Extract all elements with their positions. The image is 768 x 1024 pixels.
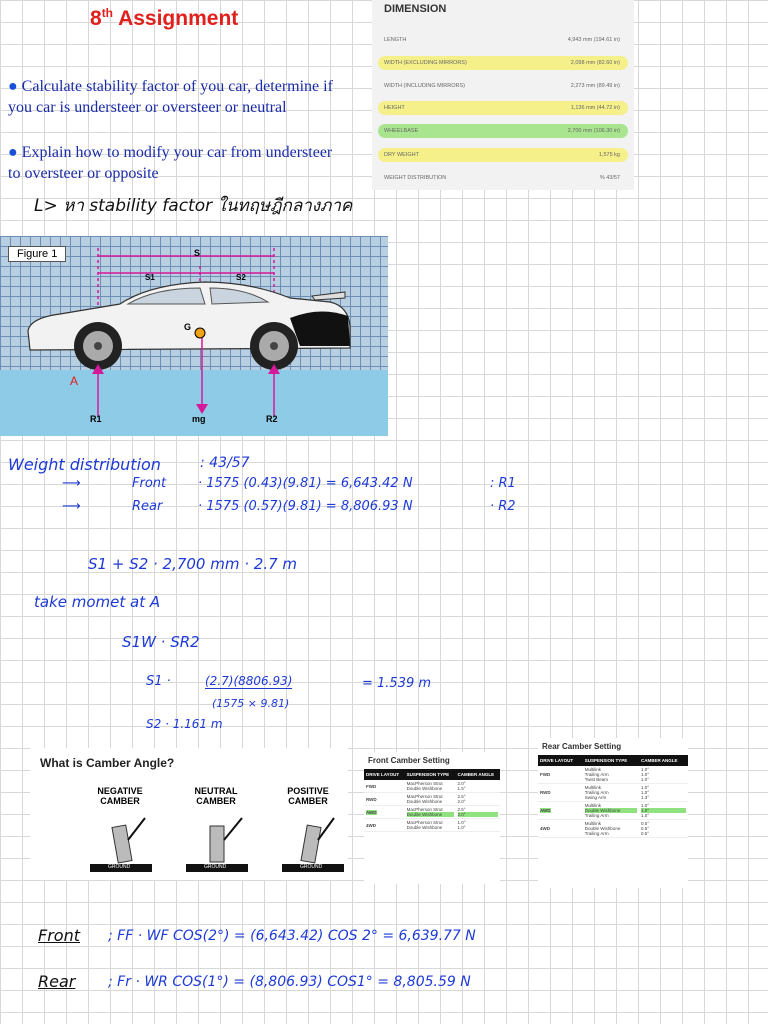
r1-label: R1 (90, 414, 102, 424)
neutral-camber-label: NEUTRAL CAMBER (194, 786, 238, 806)
rear-label: Rear (132, 499, 163, 514)
camber-panel (30, 748, 348, 880)
moment-label: take momet at A (34, 593, 161, 611)
ground-label: GROUND (300, 864, 323, 870)
table-row: 4WD Multilink Double Wishbone Trailing Arm 0.5° 0.5° 0.5° (538, 820, 688, 838)
dimension-panel (372, 0, 634, 190)
table-row: AWD Multilink Double Wishbone Trailing Arm 1.0° 1.0° 1.0° (538, 802, 688, 820)
s-sum: S1 + S2 · 2,700 mm · 2.7 m (88, 555, 298, 573)
bullet-2: ● Explain how to modify your car from understeer to oversteer or opposite (8, 144, 333, 182)
s2-result: S2 · 1.161 m (146, 717, 223, 731)
figure-1 (0, 236, 388, 436)
front-force-label: Front (38, 926, 80, 945)
hand-note: L> หา stability factor ในทฤษฎีกลางภาค (34, 196, 353, 216)
front-eq: · 1575 (0.43)(9.81) = 6,643.42 N (198, 476, 413, 491)
mg-label: mg (192, 414, 206, 424)
front-camber-title: Front Camber Setting (368, 756, 450, 765)
rear-camber-panel (538, 738, 688, 888)
front-r: : R1 (490, 476, 516, 491)
positive-camber-label: POSITIVE CAMBER (287, 786, 329, 806)
table-row: RWD Multilink Trailing Arm Swing Arm 1.0° 1.0° 1.3° (538, 784, 688, 802)
dim-row-wheelbase: WHEELBASE 2,700 mm (106.30 in) (378, 124, 628, 138)
bullet-1: ● Calculate stability factor of you car, determine if you car is understeer or oversteer or neutral (8, 78, 333, 116)
ground-label: GROUND (108, 864, 131, 870)
bullet-dot-icon: ● (8, 144, 18, 161)
s1-label: S1 (145, 273, 155, 282)
wd-value: : 43/57 (200, 455, 250, 471)
s1-denominator: (1575 × 9.81) (212, 697, 290, 710)
front-camber-panel (364, 752, 500, 884)
negative-camber-label: NEGATIVE CAMBER (97, 786, 143, 806)
front-wheel (74, 322, 122, 370)
dim-row-height: HEIGHT 1,136 mm (44.72 in) (378, 101, 628, 115)
front-arrow-icon: ⟶ (62, 476, 81, 491)
r2-label: R2 (266, 414, 278, 424)
col-header: SUSPENSION TYPE (405, 769, 456, 780)
rear-camber-table (538, 755, 688, 838)
car-spoiler (312, 292, 345, 300)
car-rear-panel (290, 311, 350, 346)
moment-eq: S1W · SR2 (122, 633, 200, 651)
rear-camber-title: Rear Camber Setting (542, 742, 622, 751)
col-header: CAMBER ANGLE (639, 755, 688, 766)
table-row: AWD MacPherson Strut Double Wishbone 2.5° 2.0° (364, 806, 500, 819)
s1-numerator: (2.7)(8806.93) (205, 674, 293, 688)
g-label: G (184, 322, 192, 332)
bullet-dot-icon: ● (8, 78, 18, 95)
col-header: DRIVE LAYOUT (538, 755, 583, 766)
front-force-eq: ; FF · WF COS(2°) = (6,643.42) COS 2° = 6,639.77 N (108, 928, 476, 944)
front-label: Front (132, 476, 167, 491)
s-label: S (194, 248, 201, 258)
dim-row-width-ex: WIDTH (EXCLUDING MIRRORS) 2,098 mm (82.60 in) (378, 56, 628, 70)
front-camber-table (364, 769, 500, 832)
rear-force-eq: ; Fr · WR COS(1°) = (8,806.93) COS1° = 8,805.59 N (108, 974, 471, 990)
dimension-header: DIMENSION (384, 3, 447, 15)
rear-wheel (250, 322, 298, 370)
assignment-title: 8th Assignment (90, 6, 239, 30)
table-row: RWD MacPherson Strut Double Wishbone 2.5° 2.0° (364, 793, 500, 806)
rear-r: · R2 (490, 499, 516, 514)
s1-eq-label: S1 · (146, 674, 171, 689)
camber-diagram (30, 748, 348, 880)
dim-row-length: LENGTH 4,943 mm (194.61 in) (384, 37, 620, 43)
figure-label: Figure 1 (8, 246, 66, 262)
ground-label: GROUND (204, 864, 227, 870)
table-row: FWD MacPherson Strut Double Wishbone 2.0° 1.5° (364, 780, 500, 793)
dim-row-dry-weight: DRY WEIGHT 1,575 kg (378, 148, 628, 162)
col-header: SUSPENSION TYPE (583, 755, 639, 766)
col-header: CAMBER ANGLE (456, 769, 500, 780)
a-label: A (70, 374, 79, 388)
camber-title: What is Camber Angle? (40, 756, 175, 770)
car-diagram (0, 236, 388, 436)
s2-label: S2 (236, 273, 246, 282)
table-row: 4WD MacPherson Strut Double Wishbone 1.0° 1.0° (364, 819, 500, 832)
rear-arrow-icon: ⟶ (62, 499, 81, 514)
col-header: DRIVE LAYOUT (364, 769, 405, 780)
dim-row-width-in: WIDTH (INCLUDING MIRRORS) 2,273 mm (89.49 in) (384, 83, 620, 89)
dim-row-weight-dist: WEIGHT DISTRIBUTION % 43/57 (384, 175, 620, 181)
cg-marker (195, 328, 205, 338)
table-row: FWD Multilink Trailing Arm Twist Beam 1.0° 1.0° 1.0° (538, 766, 688, 784)
wd-label: Weight distribution (8, 455, 161, 474)
s1-result: = 1.539 m (362, 676, 432, 691)
rear-force-label: Rear (38, 972, 76, 991)
rear-eq: · 1575 (0.57)(9.81) = 8,806.93 N (198, 499, 413, 514)
